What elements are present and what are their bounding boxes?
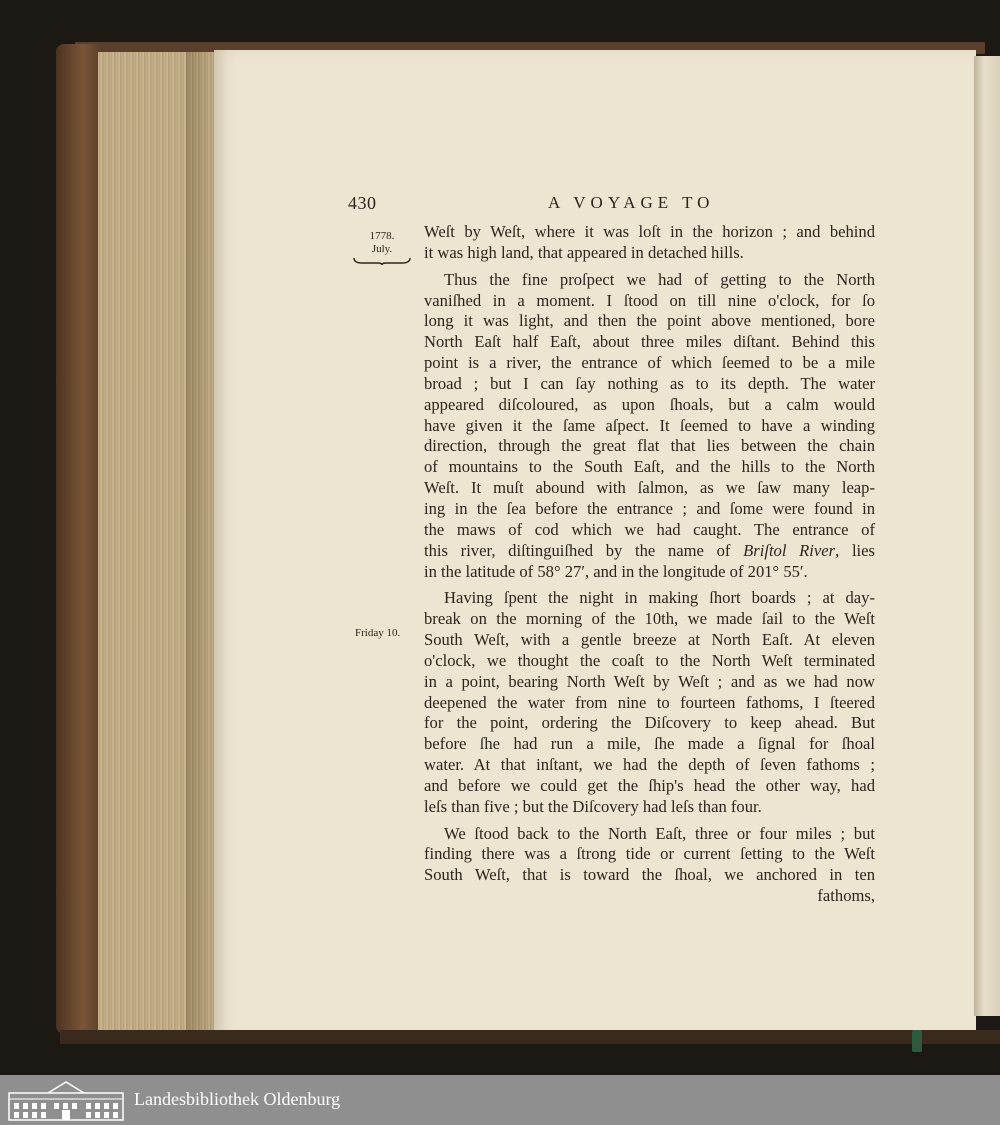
text-line: broad ; but I can ſay nothing as to its depth. The water [424, 373, 875, 393]
text-line: it was high land, that appeared in detached hills. [424, 242, 744, 262]
text-line: deepened the water from nine to fourteen fathoms, I ſteered [424, 692, 875, 712]
text-line: North Eaſt half Eaſt, about three miles diſtant. Behind this [424, 332, 875, 352]
brace-icon [352, 257, 412, 265]
library-footer-bar [0, 1075, 1000, 1125]
text-segment: , lies [835, 540, 875, 560]
page-number: 430 [348, 193, 377, 213]
bookmark-ribbon [912, 1030, 922, 1052]
running-head [0, 193, 1000, 217]
text-line: Weſt by Weſt, where it was loſt in the horizon ; and behind [424, 222, 875, 241]
text-segment: this river, diſtinguiſhed by the name of [424, 540, 744, 560]
text-line: Having ſpent the night in making ſhort boards ; at day- [444, 588, 875, 608]
text-line: break on the morning of the 10th, we made ſail to the Weſt [424, 609, 875, 629]
text-line: appeared diſcoloured, as upon ſhoals, but a calm would [424, 394, 875, 414]
text-line: before ſhe had run a mile, ſhe made a ſignal for ſhoal [424, 734, 875, 754]
text-line: South Weſt, with a gentle breeze at North Eaſt. At eleven [424, 630, 875, 650]
book-cover-bottom [60, 1030, 1000, 1044]
library-name: Landesbibliothek Oldenburg [134, 1089, 341, 1109]
running-title: A VOYAGE TO [548, 193, 715, 212]
text-line: Thus the fine proſpect we had of getting to the North [444, 269, 875, 289]
text-line: of mountains to the South Eaſt, and the hills to the North [424, 457, 875, 477]
text-line: ing in the ſea before the entrance ; and ſome were found in [424, 498, 875, 518]
text-line: We ſtood back to the North Eaſt, three or four miles ; but [444, 823, 875, 843]
text-line: and before we could get the ſhip's head the other way, had [424, 775, 875, 795]
text-line: the maws of cod which we had caught. The entrance of [424, 519, 875, 539]
library-building-logo-icon [8, 1079, 124, 1121]
text-line: long it was light, and then the point above mentioned, bore [424, 311, 875, 331]
text-line: have given it the ſame aſpect. It ſeemed to have a winding [424, 415, 875, 435]
text-line: vaniſhed in a moment. I ſtood on till nine o'clock, for ſo [424, 290, 875, 310]
text-line: in a point, bearing North Weſt by Weſt ; and as we had now [424, 671, 875, 691]
text-line: for the point, ordering the Diſcovery to keep ahead. But [424, 713, 875, 733]
text-line: finding there was a ſtrong tide or current ſetting to the Weſt [424, 844, 875, 864]
text-line-with-italic [424, 541, 875, 562]
text-line: point is a river, the entrance of which ſeemed to be a mile [424, 353, 875, 373]
text-line: o'clock, we thought the coaſt to the North Weſt terminated [424, 650, 875, 670]
margin-date [352, 230, 412, 265]
margin-month: July. [371, 243, 393, 255]
text-line: South Weſt, that is toward the ſhoal, we anchored in ten [424, 865, 875, 885]
catchword: fathoms, [817, 886, 875, 906]
text-line: direction, through the great flat that lies between the chain [424, 436, 875, 456]
text-line: in the latitude of 58° 27′, and in the longitude of 201° 55′. [424, 561, 808, 581]
margin-note-date: Friday 10. [355, 627, 401, 639]
text-line: leſs than five ; but the Diſcovery had leſs than four. [424, 796, 762, 816]
text-line: water. At that inſtant, we had the depth of ſeven fathoms ; [424, 755, 875, 775]
body-text [424, 222, 875, 907]
margin-year: 1778. [369, 230, 395, 242]
text-line: Weſt. It muſt abound with ſalmon, as we ſaw many leap- [424, 478, 875, 498]
place-name-italic: Briſtol River [743, 540, 836, 560]
